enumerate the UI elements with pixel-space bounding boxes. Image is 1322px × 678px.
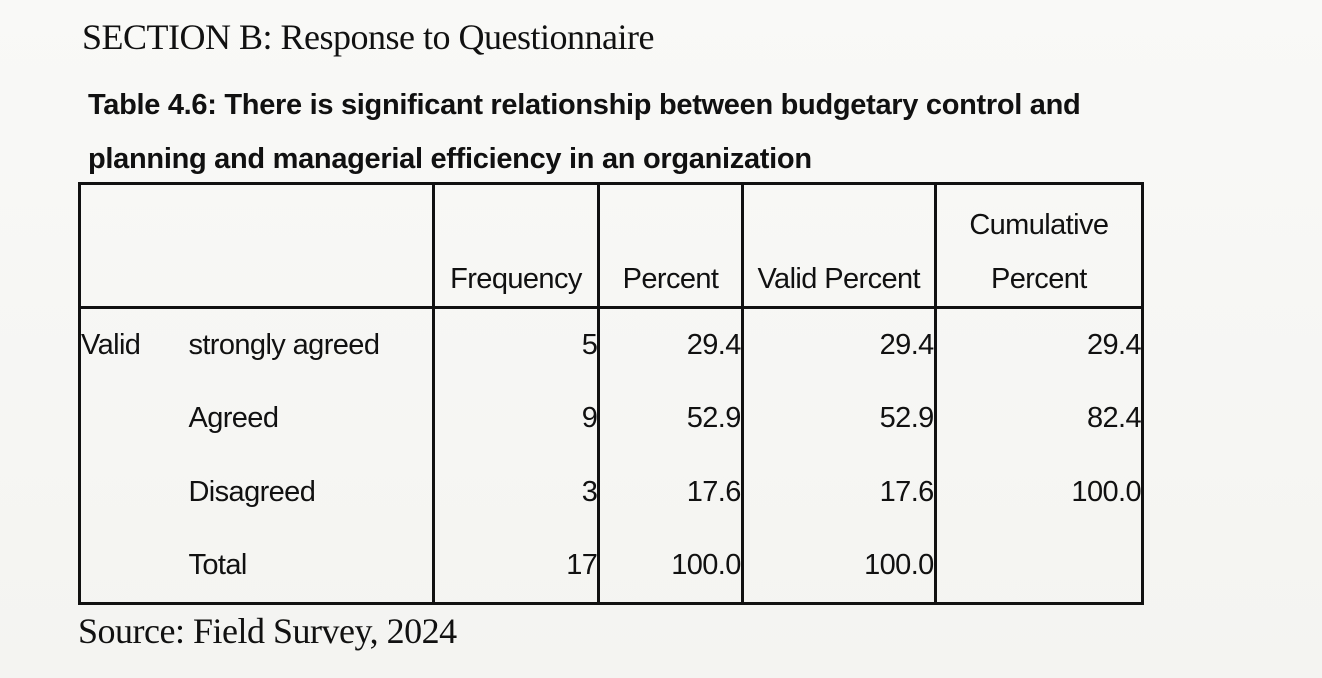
cell-valid-percent: 52.9 <box>742 382 935 456</box>
header-cumulative-line2: Percent <box>990 263 1087 295</box>
row-group-spacer <box>80 456 189 530</box>
header-valid-percent: Valid Percent <box>742 184 935 308</box>
header-frequency: Frequency <box>433 184 599 308</box>
cell-cumulative-percent: 29.4 <box>1086 328 1141 361</box>
cell-percent: 17.6 <box>599 456 742 530</box>
row-group-spacer <box>80 382 189 456</box>
cell-frequency: 5 <box>433 308 599 382</box>
row-group-label: Valid <box>81 328 141 361</box>
cell-percent: 52.9 <box>599 382 742 456</box>
table-row <box>80 308 1143 382</box>
table-row <box>80 382 1143 456</box>
cell-percent: 29.4 <box>599 308 742 382</box>
row-label: Agreed <box>188 382 433 456</box>
cell-frequency: 3 <box>433 456 599 530</box>
cell-cumulative-percent: 82.4 <box>1086 402 1141 434</box>
table-caption-label: Table 4.6: <box>88 89 217 121</box>
header-cumulative-line1: Cumulative <box>969 209 1109 241</box>
row-label: Total <box>188 530 433 604</box>
source-note: Source: Field Survey, 2024 <box>78 611 457 651</box>
table-row <box>80 456 1143 530</box>
table-caption <box>88 78 1168 186</box>
section-title: SECTION B: Response to Questionnaire <box>82 17 654 57</box>
row-group-spacer <box>80 530 189 604</box>
cell-valid-percent: 100.0 <box>742 530 935 604</box>
cell-cumulative-percent: 100.0 <box>1071 476 1141 508</box>
cell-frequency: 9 <box>433 382 599 456</box>
table-caption-text: There is significant relationship between budgetary control and planning and managerial efficiency in an organization <box>88 89 1081 175</box>
header-cumulative-percent <box>935 184 1142 308</box>
row-label: Disagreed <box>188 456 433 530</box>
header-percent: Percent <box>599 184 742 308</box>
frequency-table-wrapper <box>78 182 1144 602</box>
cell-percent: 100.0 <box>599 530 742 604</box>
table-row <box>80 530 1143 604</box>
cell-valid-percent: 17.6 <box>742 456 935 530</box>
cell-frequency: 17 <box>433 530 599 604</box>
table-header-row <box>80 184 1143 308</box>
frequency-table <box>78 182 1144 605</box>
cell-valid-percent: 29.4 <box>742 308 935 382</box>
cell-cumulative-percent <box>935 530 1142 604</box>
header-empty-cell <box>80 184 434 308</box>
row-label: strongly agreed <box>188 308 433 382</box>
